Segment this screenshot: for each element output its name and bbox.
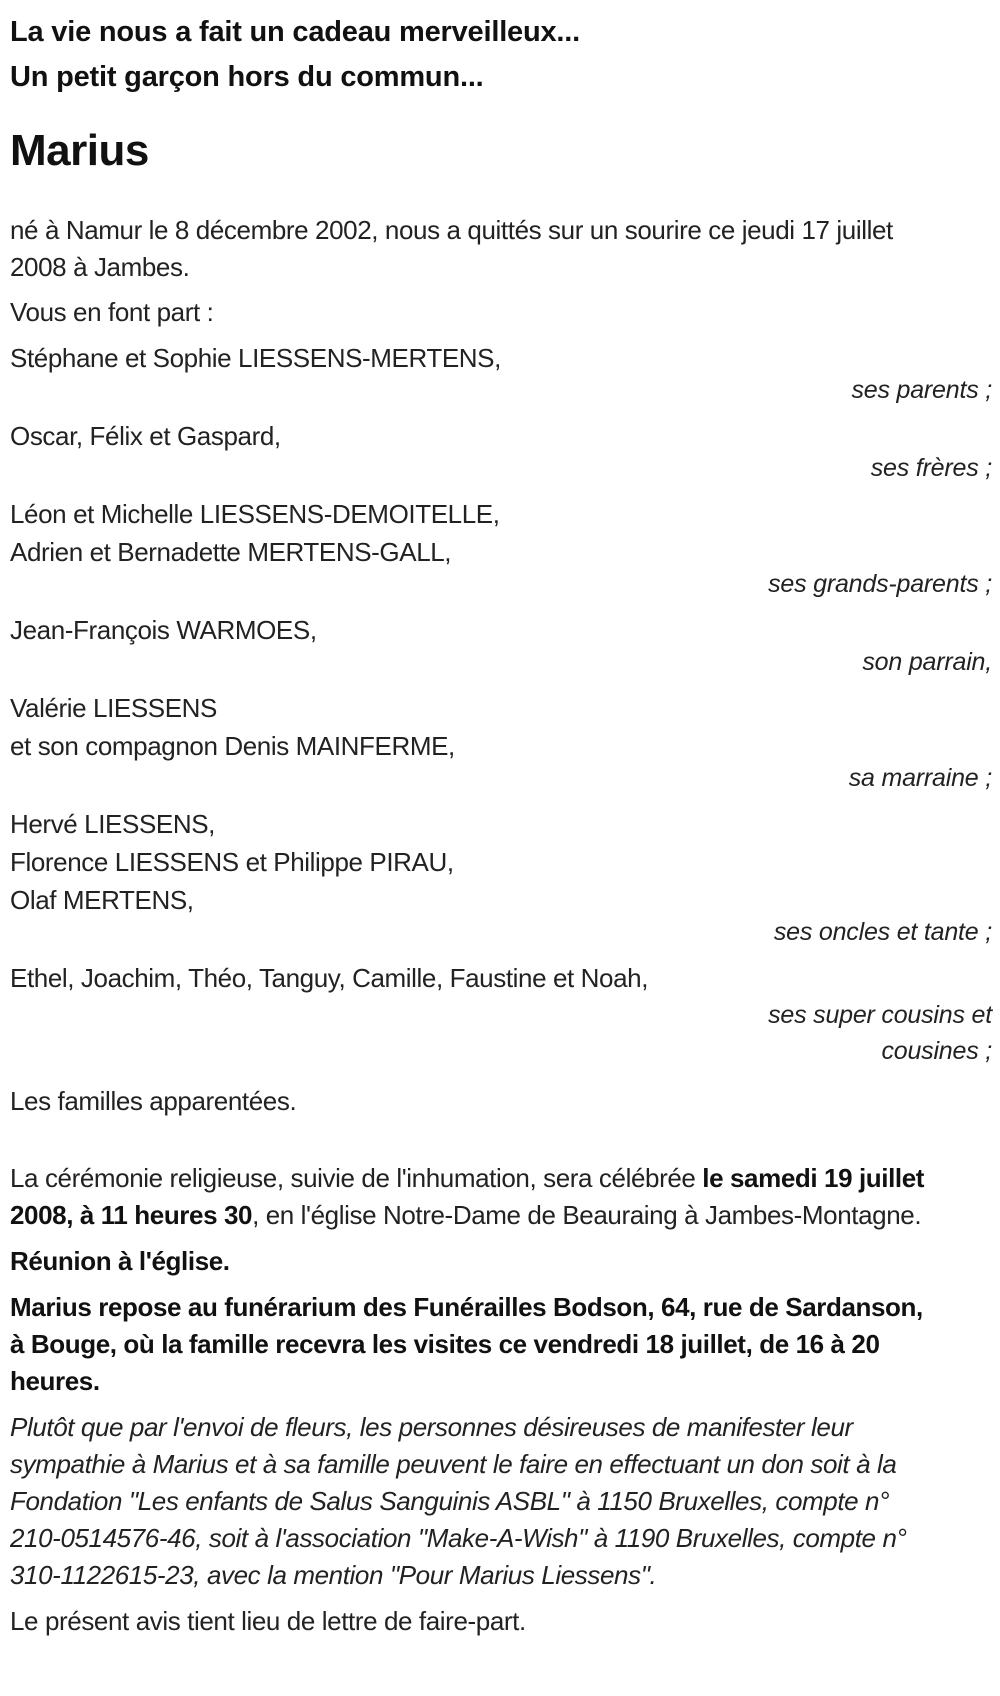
family-name-line: Hervé LIESSENS,	[10, 809, 215, 839]
family-relation-label: son parrain,	[862, 648, 992, 676]
closing-line: Le présent avis tient lieu de lettre de faire-part.	[10, 1606, 526, 1636]
family-name-line: Olaf MERTENS,	[10, 885, 194, 915]
family-name-line: Adrien et Bernadette MERTENS-GALL,	[10, 537, 452, 567]
ceremony-date-bold: le samedi 19 juillet 2008, à 11 heures 30	[10, 1163, 925, 1230]
family-group-uncles-aunt	[10, 805, 992, 945]
family-name-line: Oscar, Félix et Gaspard,	[10, 421, 281, 451]
donation-paragraph: Plutôt que par l'envoi de fleurs, les personnes désireuses de manifester leur sympathie à Marius et à sa famille peuvent le faire en effectuant un don soit à la Fondation "Les enfants de Salus Sanguinis ASBL" à 1150 Bruxelles, compte n° 210-0514576-46, soit à l'association "Make-A-Wish" à 1190 Bruxelles, compte n° 310-1122615-23, avec la mention "Pour Marius Liessens".	[10, 1412, 907, 1590]
intro-line-2: Un petit garçon hors du commun...	[10, 61, 484, 93]
family-relation-label: ses oncles et tante ;	[773, 918, 992, 946]
ceremony-paragraph	[10, 1160, 940, 1234]
family-name-line: Stéphane et Sophie LIESSENS-MERTENS,	[10, 343, 501, 373]
related-families-line: Les familles apparentées.	[10, 1086, 297, 1116]
family-name-line: Léon et Michelle LIESSENS-DEMOITELLE,	[10, 499, 500, 529]
birth-death-text: né à Namur le 8 décembre 2002, nous a quittés sur un sourire ce jeudi 17 juillet 2008 à Jambes.	[10, 215, 893, 282]
family-relation-label: ses super cousins et cousines ;	[768, 1001, 992, 1065]
ceremony-text-post: , en l'église Notre-Dame de Beauraing à Jambes-Montagne.	[252, 1200, 922, 1230]
family-name-line: et son compagnon Denis MAINFERME,	[10, 731, 455, 761]
family-relation-label: ses grands-parents ;	[768, 570, 992, 598]
family-group-godmother	[10, 689, 992, 791]
family-relation-label: ses frères ;	[870, 454, 992, 482]
family-name-line: Jean-François WARMOES,	[10, 615, 317, 645]
family-name-line: Ethel, Joachim, Théo, Tanguy, Camille, Faustine et Noah,	[10, 963, 649, 993]
reunion-line: Réunion à l'église.	[10, 1246, 230, 1276]
family-group-parents	[10, 339, 992, 403]
family-name-line: Florence LIESSENS et Philippe PIRAU,	[10, 847, 454, 877]
family-group-brothers	[10, 417, 992, 481]
family-group-godfather	[10, 611, 992, 675]
funerarium-paragraph: Marius repose au funérarium des Funérailles Bodson, 64, rue de Sardanson, à Bouge, où la famille recevra les visites ce vendredi 18 juillet, de 16 à 20 heures.	[10, 1292, 923, 1396]
ceremony-text-pre: La cérémonie religieuse, suivie de l'inhumation, sera célébrée	[10, 1163, 703, 1193]
family-relation-label: sa marraine ;	[848, 764, 992, 792]
family-relation-label: ses parents ;	[851, 376, 992, 404]
deceased-name: Marius	[10, 126, 149, 175]
family-name-line: Valérie LIESSENS	[10, 693, 217, 723]
family-group-cousins	[10, 959, 992, 1069]
family-group-grandparents	[10, 495, 992, 597]
announce-line: Vous en font part :	[10, 297, 214, 327]
intro-line-1: La vie nous a fait un cadeau merveilleux...	[10, 16, 580, 48]
family-list	[10, 339, 992, 1069]
